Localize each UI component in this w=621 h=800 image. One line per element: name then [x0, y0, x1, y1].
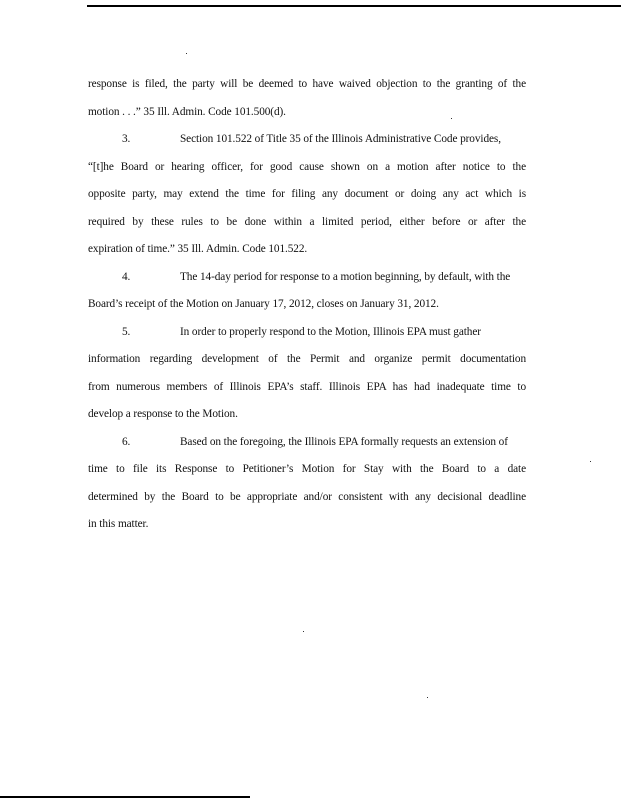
- document-body: [88, 71, 526, 539]
- numbered-paragraph-5: [88, 319, 526, 347]
- text-line: in this matter.: [88, 518, 149, 530]
- text-line: In order to properly respond to the Motion, Illinois EPA must gather: [180, 325, 481, 338]
- scan-border-top: [87, 5, 621, 7]
- scan-speck: [186, 53, 187, 54]
- scan-speck: [427, 697, 428, 698]
- text-line: Board’s receipt of the Motion on January 17, 2012, closes on January 31, 2012.: [88, 298, 439, 310]
- text-line: The 14-day period for response to a motion beginning, by default, with the: [180, 270, 511, 283]
- text-line: “[t]he Board or hearing officer, for good cause shown on a motion after notice to the: [88, 160, 526, 173]
- text-line: Section 101.522 of Title 35 of the Illinois Administrative Code provides,: [180, 133, 501, 145]
- text-line: determined by the Board to be appropriate and/or consistent with any decisional deadline: [88, 490, 526, 503]
- text-line: develop a response to the Motion.: [88, 408, 238, 420]
- scan-speck: [590, 461, 591, 462]
- text-line: from numerous members of Illinois EPA’s staff. Illinois EPA has had inadequate time to: [88, 380, 526, 393]
- scan-speck: [303, 631, 304, 632]
- text-line: response is filed, the party will be deemed to have waived objection to the granting of the: [88, 78, 526, 90]
- numbered-paragraph-3: [88, 126, 526, 154]
- text-line: expiration of time.” 35 Ill. Admin. Code 101.522.: [88, 243, 308, 255]
- paragraph-number: 5.: [122, 325, 131, 338]
- text-line: information regarding development of the Permit and organize permit documentation: [88, 353, 526, 365]
- numbered-paragraph-6: [88, 429, 526, 457]
- text-line: Based on the foregoing, the Illinois EPA formally requests an extension of: [180, 435, 508, 448]
- text-line: required by these rules to be done within a limited period, either before or after the: [88, 215, 526, 228]
- text-line: time to file its Response to Petitioner’s Motion for Stay with the Board to a date: [88, 463, 526, 475]
- paragraph-number: 3.: [122, 133, 131, 145]
- numbered-paragraph-4: [88, 264, 526, 292]
- paragraph-number: 4.: [122, 270, 131, 283]
- text-line: opposite party, may extend the time for filing any document or doing any act which is: [88, 188, 526, 200]
- scan-border-bottom: [0, 796, 250, 798]
- text-line: motion . . .” 35 Ill. Admin. Code 101.500(d).: [88, 105, 286, 118]
- paragraph-number: 6.: [122, 435, 131, 448]
